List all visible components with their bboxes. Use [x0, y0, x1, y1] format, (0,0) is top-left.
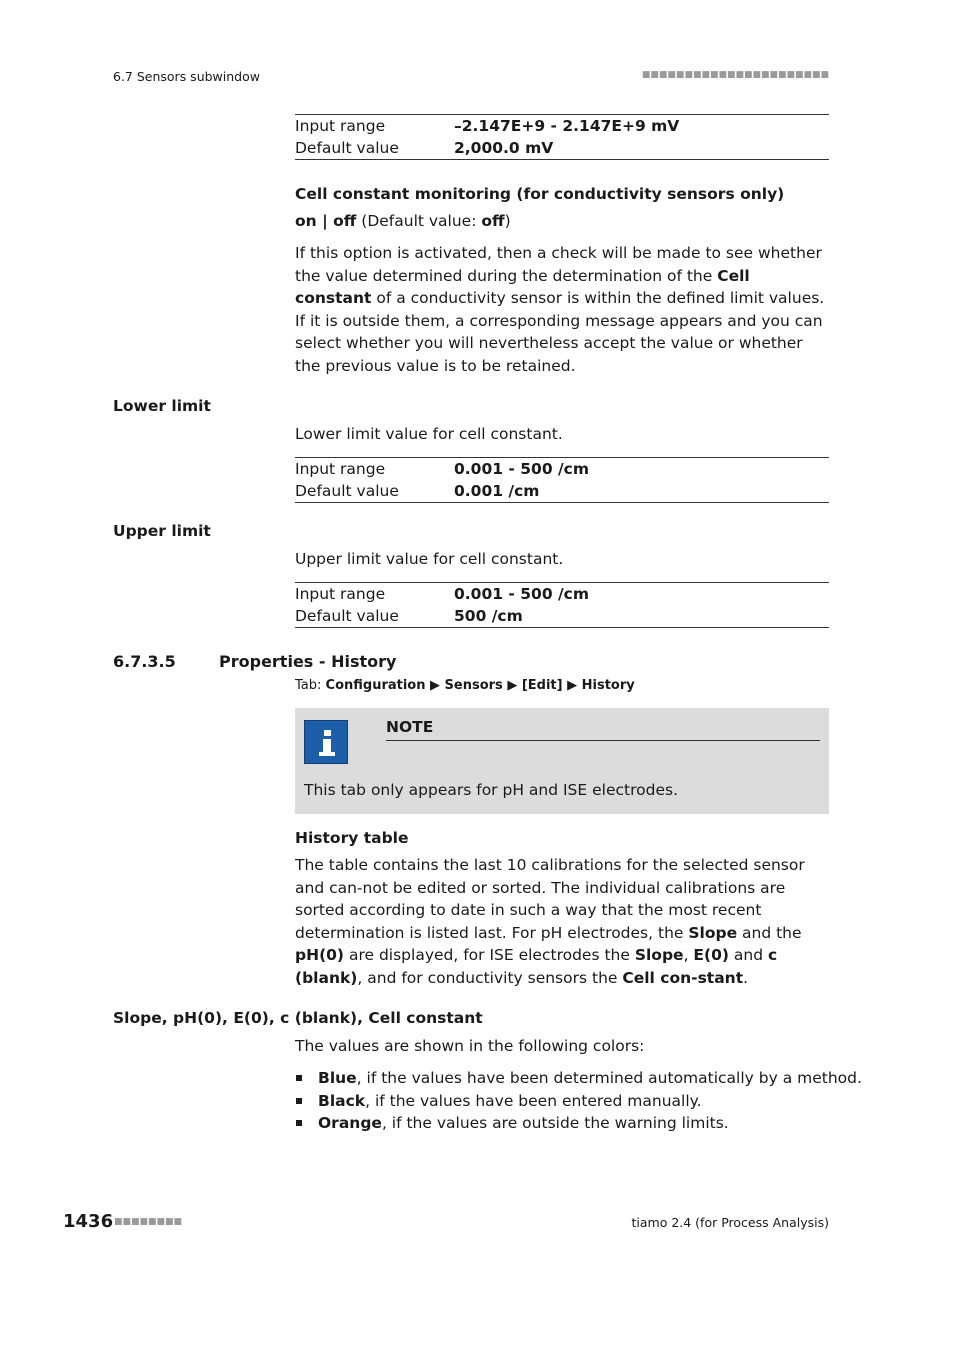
param-key: Input range	[295, 460, 386, 478]
table-row	[295, 115, 829, 137]
default-suffix: )	[504, 212, 511, 230]
lower-limit-description: Lower limit value for cell constant.	[295, 425, 563, 443]
note-text: This tab only appears for pH and ISE electrodes.	[304, 781, 678, 799]
lower-limit-heading: Lower limit	[113, 397, 211, 415]
param-value: 0.001 - 500 /cm	[454, 585, 590, 603]
header-dots: ■■■■■■■■■■■■■■■■■■■■■■	[641, 70, 829, 80]
desc-bold: Cell constant	[295, 266, 750, 307]
parameter-table-upper-limit	[295, 582, 829, 628]
desc-text: and	[728, 946, 768, 964]
desc-text: are displayed, for ISE electrodes the	[344, 946, 635, 964]
param-value: –2.147E+9 - 2.147E+9 mV	[454, 117, 680, 135]
cell-constant-monitoring-heading: Cell constant monitoring (for conductivity sensors only)	[295, 185, 785, 203]
note-title: NOTE	[386, 718, 434, 736]
list-item-bold: Orange	[318, 1114, 382, 1132]
default-prefix: (Default value:	[356, 212, 482, 230]
parameter-table-top	[295, 114, 829, 160]
tab-path-line	[295, 678, 635, 693]
list-item-text: , if the values have been entered manually.	[365, 1091, 702, 1110]
desc-text: of a conductivity sensor is within the defined limit values. If it is outside them, a corresponding message appears and you can select whether you will nevertheless accept the value or whether the previous value is to be retained.	[295, 289, 825, 375]
list-item-text: , if the values have been determined automatically by a method.	[356, 1069, 862, 1087]
list-item-bold: Blue	[318, 1069, 357, 1087]
desc-text: and the	[737, 923, 802, 942]
table-row	[295, 583, 829, 605]
history-table-heading: History table	[295, 829, 409, 847]
param-key: Default value	[295, 139, 399, 157]
option-values	[295, 210, 831, 233]
options-text: on | off	[295, 212, 357, 230]
desc-text: ,	[683, 946, 694, 964]
footer-dots: ■■■■■■■■	[114, 1217, 183, 1227]
list-item	[295, 1067, 862, 1090]
desc-text: If this option is activated, then a check will be made to see whether the value determined during the determination of the	[295, 244, 822, 285]
upper-limit-description: Upper limit value for cell constant.	[295, 550, 564, 568]
cell-constant-monitoring-description	[295, 242, 831, 377]
param-key: Default value	[295, 482, 399, 500]
footer-product: tiamo 2.4 (for Process Analysis)	[631, 1215, 829, 1230]
param-value: 500 /cm	[454, 607, 523, 625]
note-box	[295, 708, 829, 814]
table-row	[295, 458, 829, 480]
tab-path: Configuration ▶ Sensors ▶ [Edit] ▶ History	[325, 678, 635, 693]
history-table-description	[295, 854, 831, 989]
param-key: Input range	[295, 117, 386, 135]
desc-text: , and for conductivity sensors the	[357, 968, 623, 987]
parameter-table-lower-limit	[295, 457, 829, 503]
default-value: off	[481, 212, 505, 230]
desc-bold: Slope	[634, 946, 684, 964]
desc-text: .	[743, 968, 749, 987]
desc-bold: Slope	[688, 923, 738, 942]
desc-bold: E(0)	[693, 946, 729, 964]
section-title: Properties - History	[219, 652, 397, 671]
param-value: 0.001 - 500 /cm	[454, 460, 590, 478]
list-item	[295, 1112, 862, 1135]
param-value: 0.001 /cm	[454, 482, 540, 500]
section-number: 6.7.3.5	[113, 652, 176, 671]
bullet-icon	[296, 1075, 302, 1081]
list-item-bold: Black	[318, 1091, 366, 1110]
table-row	[295, 480, 829, 502]
bullet-icon	[296, 1120, 302, 1126]
upper-limit-heading: Upper limit	[113, 522, 211, 540]
desc-bold: c (blank)	[295, 946, 778, 987]
desc-bold: pH(0)	[295, 946, 345, 964]
bullet-icon	[296, 1098, 302, 1104]
list-item	[295, 1090, 862, 1113]
param-key: Default value	[295, 607, 399, 625]
colors-intro: The values are shown in the following colors:	[295, 1037, 645, 1055]
tab-prefix: Tab:	[295, 678, 326, 693]
desc-text: The table contains the last 10 calibrations for the selected sensor and can-not be edited or sorted. The individual calibrations are sorted according to date in such a way that the most recent determination is listed last. For pH electrodes, the	[295, 856, 805, 942]
color-list	[295, 1067, 862, 1135]
param-value: 2,000.0 mV	[454, 139, 554, 157]
table-row	[295, 137, 829, 159]
note-divider	[386, 740, 820, 741]
page-number: 1436	[63, 1211, 114, 1232]
running-header-section: 6.7 Sensors subwindow	[113, 69, 260, 84]
param-key: Input range	[295, 585, 386, 603]
list-item-text: , if the values are outside the warning limits.	[381, 1114, 729, 1132]
desc-bold: Cell con-stant	[622, 968, 744, 987]
colors-section-heading: Slope, pH(0), E(0), c (blank), Cell constant	[113, 1009, 483, 1027]
info-icon	[304, 720, 348, 764]
table-row	[295, 605, 829, 627]
